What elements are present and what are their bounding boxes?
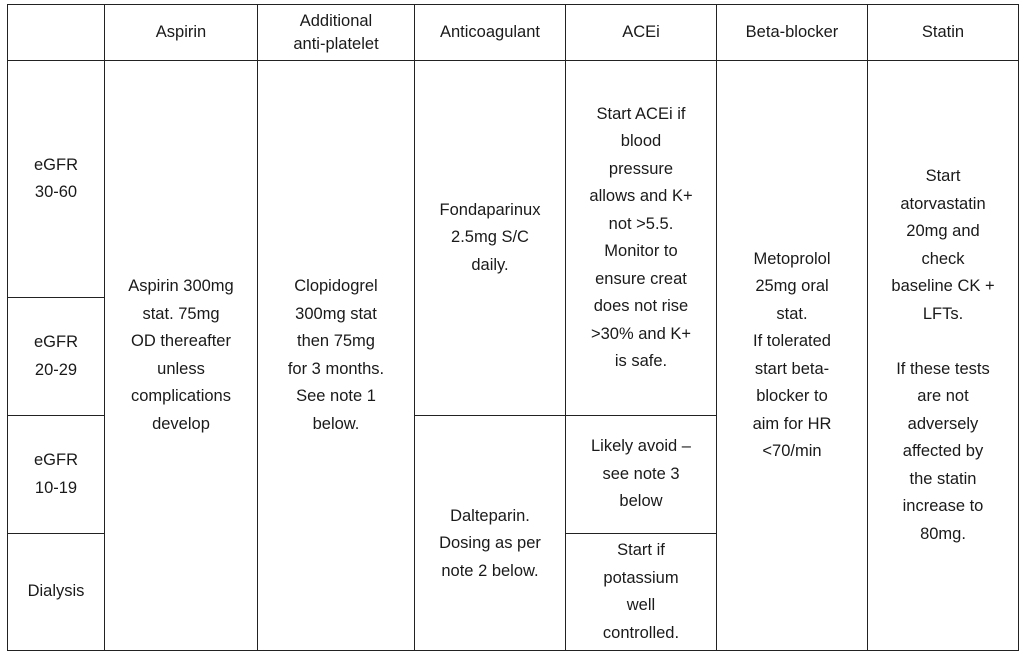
cell-acei-avoid: Likely avoid – see note 3 below xyxy=(565,415,717,534)
header-acei: ACEi xyxy=(565,4,717,61)
cell-acei-start: Start ACEi if blood pressure allows and K+ not >5.5. Monitor to ensure creat does not rise >30% and K+ is safe. xyxy=(565,60,717,416)
header-anticoagulant: Anticoagulant xyxy=(414,4,566,61)
cell-dalteparin: Dalteparin. Dosing as per note 2 below. xyxy=(414,415,566,651)
row-label-egfr-30-60: eGFR 30-60 xyxy=(7,60,105,298)
row-label-egfr-20-29: eGFR 20-29 xyxy=(7,297,105,416)
header-aspirin: Aspirin xyxy=(104,4,258,61)
header-corner xyxy=(7,4,105,61)
cell-antiplatelet: Clopidogrel 300mg stat then 75mg for 3 months. See note 1 below. xyxy=(257,60,415,651)
cell-acei-dialysis: Start if potassium well controlled. xyxy=(565,533,717,651)
row-label-dialysis: Dialysis xyxy=(7,533,105,651)
cell-statin: Start atorvastatin 20mg and check baseline CK + LFTs. If these tests are not adversely affected by the statin increase to 80mg. xyxy=(867,60,1019,651)
cell-fondaparinux: Fondaparinux 2.5mg S/C daily. xyxy=(414,60,566,416)
header-antiplatelet: Additional anti-platelet xyxy=(257,4,415,61)
header-beta-blocker: Beta-blocker xyxy=(716,4,868,61)
header-statin: Statin xyxy=(867,4,1019,61)
row-label-egfr-10-19: eGFR 10-19 xyxy=(7,415,105,534)
cell-beta-blocker: Metoprolol 25mg oral stat. If tolerated start beta- blocker to aim for HR <70/min xyxy=(716,60,868,651)
cell-aspirin: Aspirin 300mg stat. 75mg OD thereafter unless complications develop xyxy=(104,60,258,651)
